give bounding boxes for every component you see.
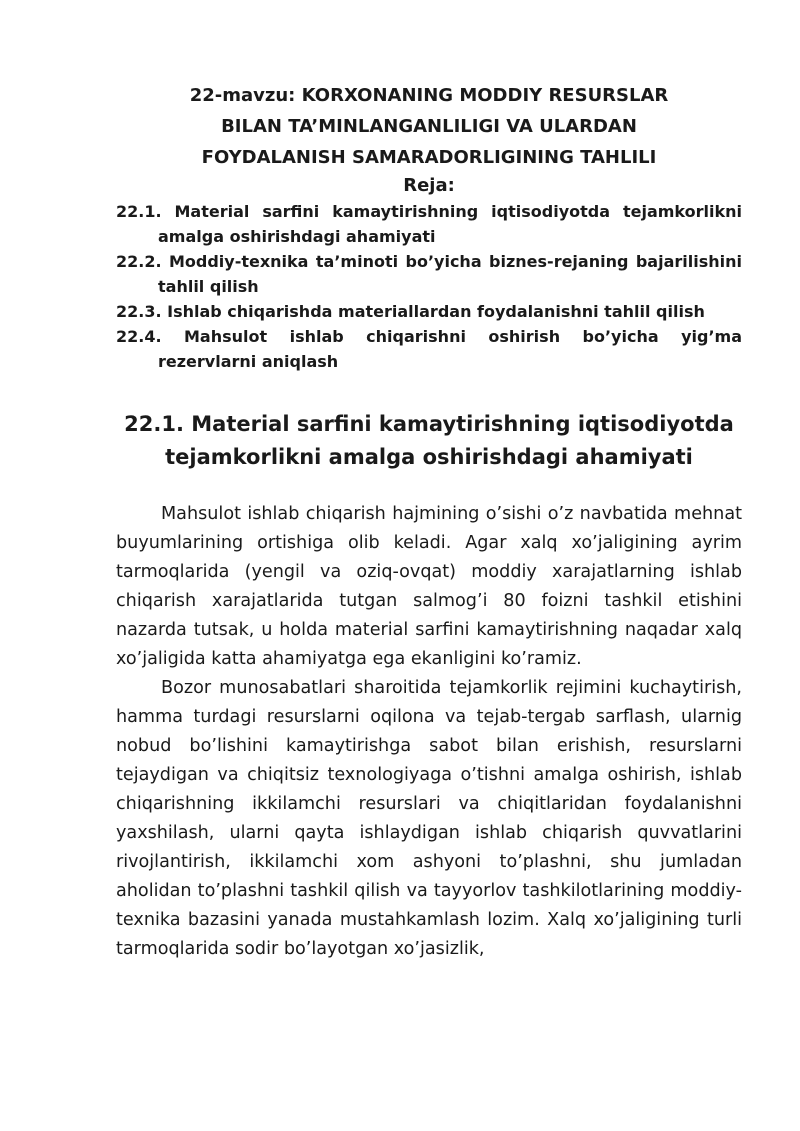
plan-item-22-1: 22.1. Material sarfini kamaytirishning iqtisodiyotda tejamkorlikni amalga oshirishdagi ahamiyati: [116, 202, 742, 246]
plan-item-22-2: 22.2. Moddiy-texnika ta’minoti bo’yicha biznes-rejaning bajarilishini tahlil qilish: [116, 252, 742, 296]
topic-title-line-1: 22-mavzu: KORXONANING MODDIY RESURSLAR: [189, 85, 669, 106]
section-heading-line-2: tejamkorlikni amalga oshirishdagi ahamiyati: [165, 445, 693, 469]
body-paragraph-1: Mahsulot ishlab chiqarish hajmining o’sishi o’z navbatida mehnat buyumlarining ortishiga olib keladi. Agar xalq xo’jaligining ayrim tarmoqlarida (yengil va oziq-ovqat) moddiy xarajatlarning ishlab chiqarish xarajatlarida tutgan salmog’i 80 foizni tashkil etishini nazarda tutsak, u holda material sarfini kamaytirishning naqadar xalq xo’jaligida katta ahamiyatga ega ekanligini ko’ramiz.: [116, 504, 742, 669]
plan-item-22-3: 22.3. Ishlab chiqarishda materiallardan foydalanishni tahlil qilish: [116, 302, 705, 321]
topic-title: [116, 80, 742, 173]
plan-label: Reja:: [403, 175, 455, 196]
section-heading-line-1: 22.1. Material sarfini kamaytirishning iqtisodiyotda: [124, 412, 734, 436]
plan-item-22-4: 22.4. Mahsulot ishlab chiqarishni oshirish bo’yicha yig’ma rezervlarni aniqlash: [116, 327, 742, 371]
section-heading: [116, 408, 742, 474]
plan-list: [116, 199, 742, 374]
section-body: [116, 500, 742, 964]
body-paragraph-2: Bozor munosabatlari sharoitida tejamkorlik rejimini kuchaytirish, hamma turdagi resurslarni oqilona va tejab-tergab sarflash, ularnig nobud bo’lishini kamaytirishga sabot bilan erishish, resurslarni tejaydigan va chiqitsiz texnologiyaga o’tishni amalga oshirish, ishlab chiqarishning ikkilamchi resurslari va chiqitlaridan foydalanishni yaxshilash, ularni qayta ishlaydigan ishlab chiqarish quvvatlarini rivojlantirish, ikkilamchi xom ashyoni to’plashni, shu jumladan aholidan to’plashni tashkil qilish va tayyorlov tashkilotlarining moddiy-texnika bazasini yanada mustahkamlash lozim. Xalq xo’jaligining turli tarmoqlarida sodir bo’layotgan xo’jasizlik,: [116, 678, 742, 959]
topic-title-line-2: BILAN TA’MINLANGANLILIGI VA ULARDAN: [221, 116, 637, 137]
topic-title-line-3: FOYDALANISH SAMARADORLIGINING TAHLILI: [201, 147, 657, 168]
